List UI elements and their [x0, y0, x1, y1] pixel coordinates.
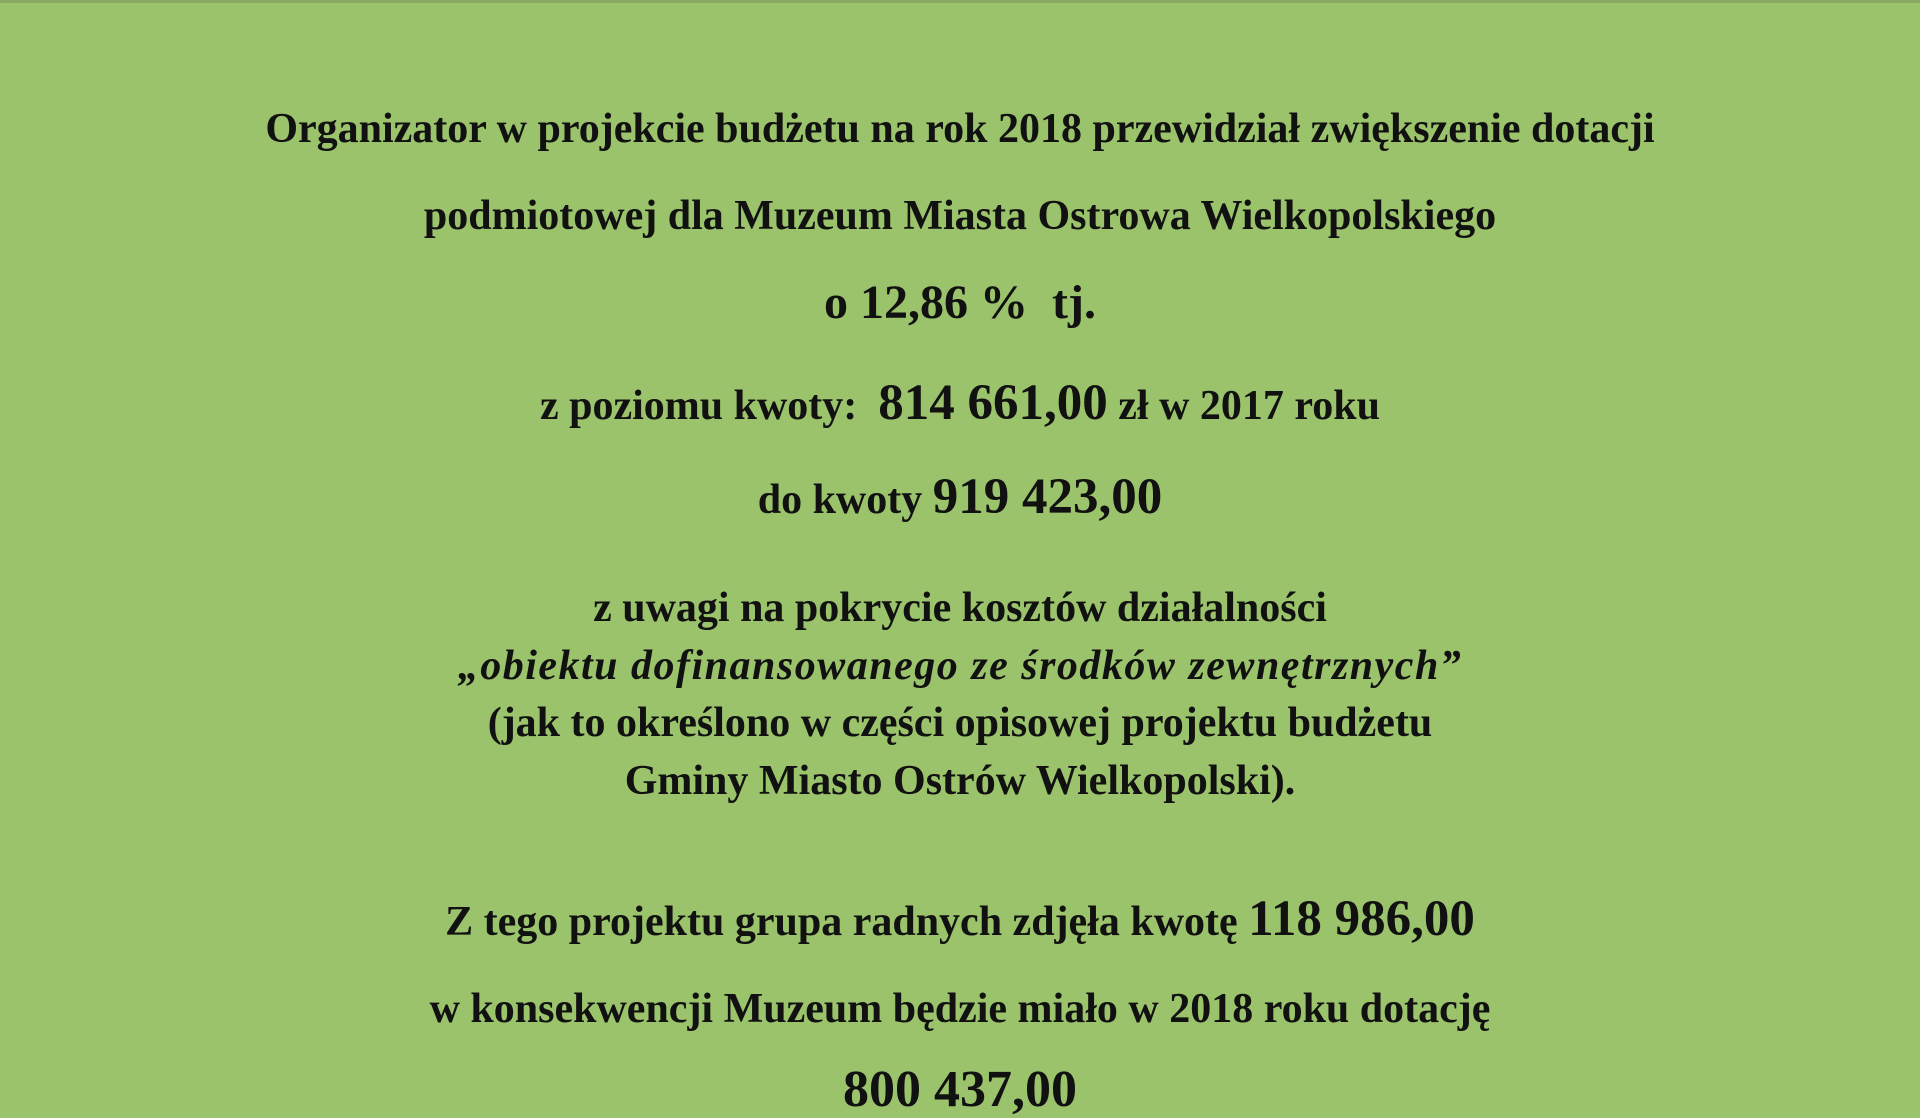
amount-2018-line: [0, 469, 1920, 525]
quoted-object-text: „obiektu dofinansowanego ze środków zewnętrznych”: [457, 643, 1463, 689]
amount-2018-value: 919 423,00: [932, 469, 1163, 525]
amount-2017-suffix: zł w 2017 roku: [1107, 383, 1381, 429]
parenthetical-text-1: (jak to określono w części opisowej projektu budżetu: [487, 700, 1433, 746]
cut-amount-line: [0, 891, 1920, 947]
line-1-text: Organizator w projekcie budżetu na rok 2018 przewidział zwiększenie dotacji: [265, 106, 1655, 152]
percentage-value: 12,86 %: [860, 276, 1029, 329]
parenthetical-text-2: Gminy Miasto Ostrów Wielkopolski).: [624, 758, 1296, 804]
amount-2017-line: [0, 375, 1920, 431]
page-top-edge: [0, 0, 1920, 3]
parenthetical-line-1: [0, 702, 1920, 744]
parenthetical-line-2: [0, 760, 1920, 802]
reason-text: z uwagi na pokrycie kosztów działalności: [593, 585, 1327, 631]
quoted-object-line: [0, 645, 1920, 687]
paragraph-line-2: [0, 195, 1920, 237]
percentage-suffix: tj.: [1028, 276, 1096, 329]
cropped-final-amount: [0, 1061, 1920, 1118]
reason-line: [0, 587, 1920, 629]
paragraph-line-1: [0, 108, 1920, 150]
percentage-prefix: o: [824, 276, 861, 329]
cut-amount-value: 118 986,00: [1248, 891, 1475, 947]
cut-amount-prefix: Z tego projektu grupa radnych zdjęła kwotę: [445, 899, 1249, 945]
amount-2018-prefix: do kwoty: [757, 477, 933, 523]
final-amount-partial: 800 437,00: [843, 1061, 1077, 1118]
percentage-line: [0, 276, 1920, 329]
consequence-text: w konsekwencji Muzeum będzie miało w 2018 roku dotację: [429, 986, 1491, 1032]
amount-2017-value: 814 661,00: [878, 375, 1108, 431]
line-2-text: podmiotowej dla Muzeum Miasta Ostrowa Wielkopolskiego: [423, 193, 1497, 239]
consequence-line: [0, 988, 1920, 1030]
amount-2017-prefix: z poziomu kwoty:: [539, 383, 879, 429]
